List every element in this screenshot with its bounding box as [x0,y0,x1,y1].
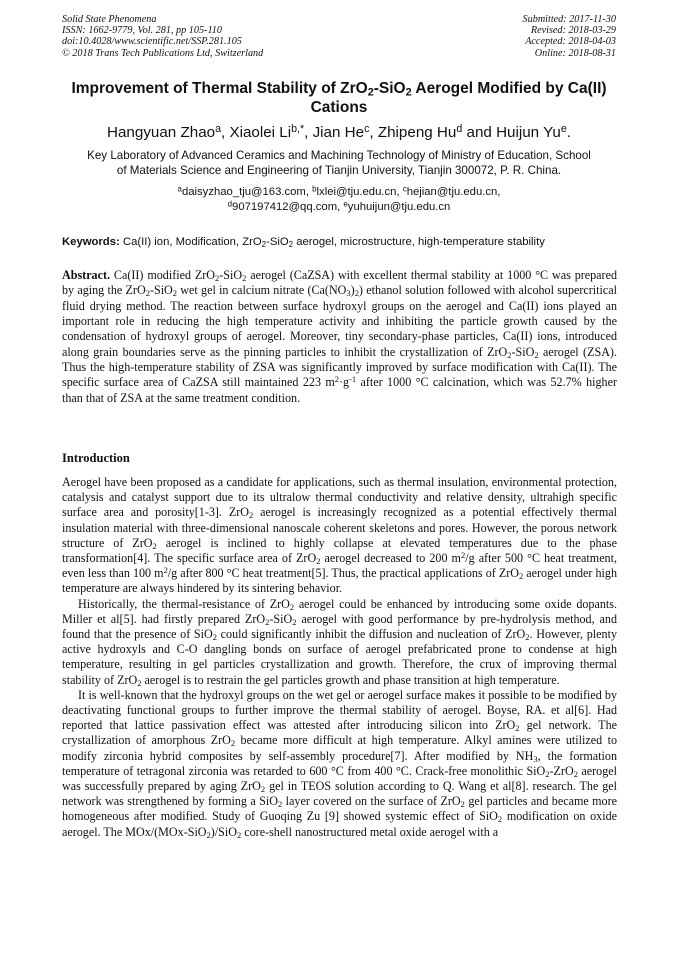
author-emails [40,185,638,215]
author-list [40,124,638,142]
paragraph: Historically, the thermal-resistance of ZrO$_2$ aerogel could be enhanced by introducing some oxide dopants. Miller et al[5]. had firstly prepared ZrO$_2$-SiO$_2$ aerogel with good performance by pre-hydrolysis method, and found that the presence of SiO$_2$ could significantly inhibit the diffusion and nucleation of ZrO$_2$. However, plenty active hydroxyls and C-O dangling bonds on surface of aerogel prefabricated prone to condense at high temperature, resulting in gel particles crystallization and growth. Therefore, the crux of improving thermal stability of ZrO$_2$ aerogel is to restrain the gel particles growth and phase transition at high temperature. [62,596,618,688]
email-line-1: $^a$daisyzhao_tju@163.com, $^b$lxlei@tju.edu.cn, $^c$hejian@tju.edu.cn, [177,184,501,198]
email-link[interactable]: lxlei@tju.edu.cn, [316,186,403,198]
publication-dates [523,14,616,59]
keywords-label: Keywords: [62,236,120,248]
section-heading-introduction: Introduction [62,451,130,465]
author: Jian He$^c$, [312,123,378,141]
paragraph: Aerogel have been proposed as a candidate for applications, such as thermal insulation, environmental protection, catalysis and catalyst support due to its ultralow thermal conductivity and relative density, ultrahigh specific surface area and porosity[1-3]. ZrO$_2$ aerogel is increasingly recognized as a potential effectively thermal insulation material with three-dimensional nanoscale coherent skeletons and pores. However, the porous network structure of ZrO$_2$ aerogel is inclined to highly collapse at elevated temperatures due to the phase transformation[4]. The specific surface area of ZrO$_2$ aerogel decreased to 200 $m^2/g$ after 500 °C heat treatment, even less than 100 $m^2/g$ after 800 °C heat treatment[5]. Thus, the practical applications of ZrO$_2$ aerogel under high temperature are always hindered by its sintering behavior. [62,475,618,596]
date-online: Online: 2018-08-31 [534,47,616,59]
email-link[interactable]: 907197412@qq.com, [232,201,344,213]
affiliation-line-1: Key Laboratory of Advanced Ceramics and Machining Technology of Ministry of Education, School [87,149,591,162]
title-line-1: Improvement of Thermal Stability of ZrO$_2$-SiO$_2$ Aerogel Modified by Ca(II) [71,80,607,99]
title-line-2: Cations [310,99,368,116]
journal-issn: ISSN: 1662-9779, Vol. 281, pp 105-110 [62,25,222,37]
journal-info [62,14,263,59]
abstract-label: Abstract. [62,268,111,282]
author: Zhipeng Hu$^d$ and [377,123,497,141]
email-link[interactable]: yuhuijun@tju.edu.cn [347,201,451,213]
date-submitted: Submitted: 2017-11-30 [522,14,616,25]
email-line-2: $^d$907197412@qq.com, $^e$yuhuijun@tju.edu.cn [227,199,451,213]
email-link[interactable]: daisyzhao_tju@163.com, [181,186,313,198]
email-link[interactable]: hejian@tju.edu.cn, [406,186,501,198]
journal-doi: doi:10.4028/www.scientific.net/SSP.281.105 [62,36,242,48]
journal-copyright: © 2018 Trans Tech Publications Ltd, Switzerland [62,47,264,59]
date-accepted: Accepted: 2018-04-03 [525,36,616,48]
paragraph: It is well-known that the hydroxyl groups on the wet gel or aerogel surface makes it possible to be modified by deactivating functional groups to further improve the thermal stability of aerogel. Boyse, RA. et al[6]. Had reported that lattice passivation effect was attested after introducing silicon into ZrO$_2$ gel network. The crystallization of amorphous ZrO$_2$ became more difficult at high temperature. Alkyl amines were utilized to modify zirconia hybrid composites by self-assembly procedure[7]. After modified by $NH_3$, the formation temperature of tetragonal zirconia was retarded to 600 °C from 400 °C. Crack-free monolithic SiO$_2$-ZrO$_2$ aerogel was successfully prepared by aging ZrO$_2$ gel in TEOS solution according to Q. Wang et al[8]. research. The gel network was strengthened by forming a SiO$_2$ layer covered on the surface of ZrO$_2$ gel particles and became more homogeneous after modified. Study of Guoqing Zu [9] showed systemic effect of SiO$_2$ modification on oxide aerogel. The MOx/(MOx-SiO$_2$)/SiO$_2$ core-shell nanostructured metal oxide aerogel with a [62,687,618,840]
author: Xiaolei $Li^{b,*}$, [229,123,313,141]
author: Huijun Yu$^e$. [496,123,571,141]
author: Hangyuan Zhao$^a$, [107,123,230,141]
abstract: Abstract. Ca(II) modified ZrO$_2$-SiO$_2$ aerogel (CaZSA) with excellent thermal stability at 1000 °C was prepared by aging the ZrO$_2$-SiO$_2$ wet gel in calcium nitrate $(Ca(NO_3)_2)$ ethanol solution followed with alcohol supercritical fluid drying method. The reaction between surface hydroxyl groups on the aerogel and Ca(II) ions played an important role in reducing the high temperature activity and inhibiting the particle growth caused by the condensation of hydroxyl groups of aerogel. Moreover, tiny secondary-phase particles, Ca(II) ions, introduced along grain boundaries serve as the pinning particles to inhibit the crystallization of ZrO$_2$-SiO$_2$ aerogel (ZSA). Thus the high-temperature stability of ZSA was significantly improved by surface modification with Ca(II). The specific surface area of CaZSA still maintained 223 $m^2\cdot g^{-1}$ after 1000 °C calcination, which was 52.7% higher than that of ZSA at the same treatment condition. [62,268,617,405]
date-revised: Revised: 2018-03-29 [530,25,616,37]
keywords: Keywords: Ca(II) ion, Modification, ZrO$_2$-SiO$_2$ aerogel, microstructure, high-temperature stability [62,236,545,249]
journal-name: Solid State Phenomena [62,14,157,25]
introduction-body [62,475,617,840]
affiliation-line-2: of Materials Science and Engineering of Tianjin University, Tianjin 300072, P. R. China. [116,163,562,177]
affiliation [40,149,638,178]
paper-title [40,79,638,117]
